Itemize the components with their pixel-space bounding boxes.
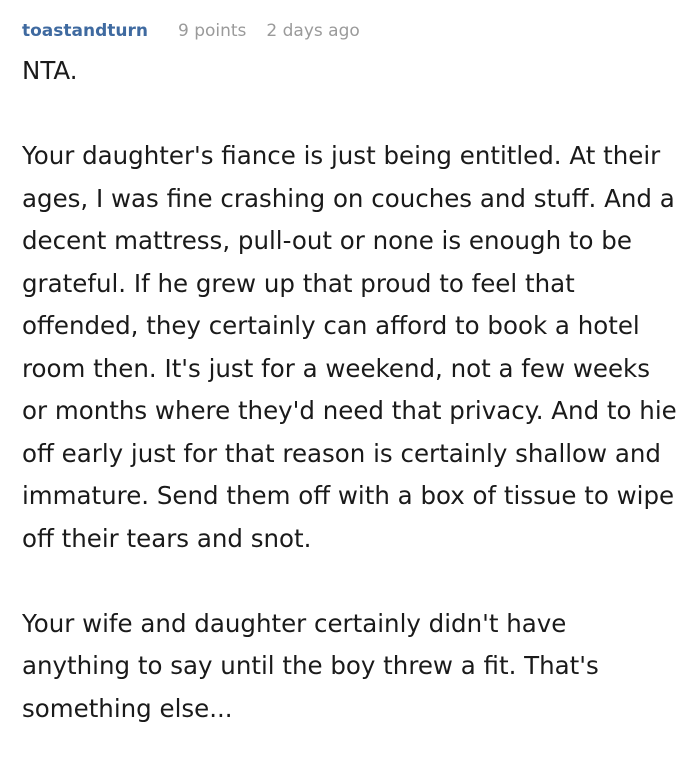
comment-body [22,50,678,730]
comment-points: 9 points [177,21,247,41]
comment-meta [22,18,678,44]
comment-timestamp: 2 days ago [266,21,360,41]
comment-paragraph: NTA. [22,56,78,85]
comment-author-link[interactable]: toastandturn [22,21,148,41]
comment-paragraph: Your daughter's fiance is just being entitled. At their ages, I was fine crashing on couches and stuff. And a decent mattress, pull-out or none is enough to be grateful. If he grew up that proud to feel that offended, they certainly can afford to book a hotel room then. It's just for a weekend, not a few weeks or months where they'd need that privacy. And to hie off early just for that reason is certainly shallow and immature. Send them off with a box of tissue to wipe off their tears and snot. [22,141,677,553]
comment-paragraph: Your wife and daughter certainly didn't have anything to say until the boy threw a fit. That's something else... [22,608,599,723]
